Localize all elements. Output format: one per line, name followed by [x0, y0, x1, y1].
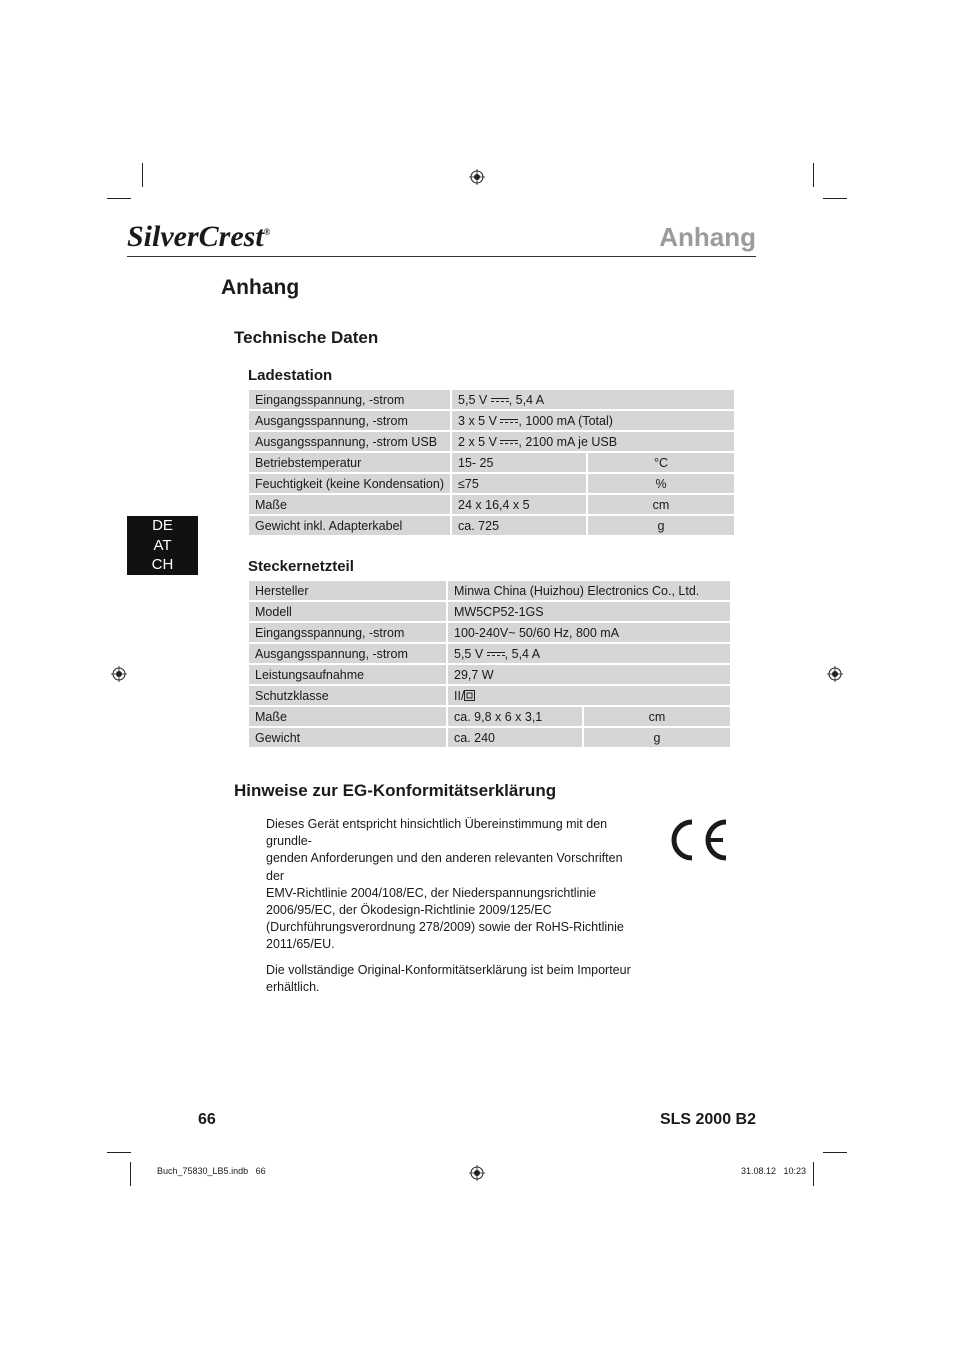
row-value: 15- 25 — [452, 453, 588, 472]
registration-mark-icon — [469, 1165, 485, 1181]
crop-mark — [142, 163, 143, 187]
ladestation-heading: Ladestation — [248, 367, 333, 384]
row-label: Maße — [249, 707, 448, 726]
row-value: 100-240V~ 50/60 Hz, 800 mA — [448, 623, 730, 642]
row-label: Ausgangsspannung, -strom USB — [249, 432, 452, 451]
crop-mark — [813, 163, 814, 187]
steckernetzteil-table — [249, 579, 730, 749]
row-value: ca. 9,8 x 6 x 3,1 — [448, 707, 584, 726]
row-unit: g — [588, 516, 734, 535]
language-at: AT — [153, 536, 172, 554]
dc-symbol-icon — [500, 439, 518, 446]
table-row — [249, 623, 730, 642]
conformity-paragraph-2: Die vollständige Original-Konformitätserklärung ist beim Importeur erhältlich. — [266, 962, 631, 994]
row-unit: % — [588, 474, 734, 493]
table-row — [249, 453, 734, 472]
crop-mark — [107, 198, 131, 199]
row-label: Eingangsspannung, -strom — [249, 623, 448, 642]
row-value: 24 x 16,4 x 5 — [452, 495, 588, 514]
table-row — [249, 474, 734, 493]
table-row — [249, 728, 730, 747]
row-value: 2 x 5 V , 2100 mA je USB — [452, 432, 734, 451]
row-value: II/ — [448, 686, 730, 705]
row-label: Modell — [249, 602, 448, 621]
table-row — [249, 644, 730, 663]
registration-mark-icon — [827, 666, 843, 682]
ladestation-table — [249, 388, 734, 537]
row-label: Feuchtigkeit (keine Kondensation) — [249, 474, 452, 493]
section-title: Anhang — [221, 276, 300, 299]
row-unit: g — [584, 728, 730, 747]
table-row — [249, 390, 734, 409]
row-label: Maße — [249, 495, 452, 514]
table-row — [249, 602, 730, 621]
print-file-info: Buch_75830_LB5.indb 66 — [157, 1166, 266, 1176]
ce-mark-icon — [668, 817, 730, 863]
conformity-paragraph-1: Dieses Gerät entspricht hinsichtlich Übereinstimmung mit den grundle- genden Anforderungen und den anderen relevanten Vorschriften der EMV-Richtlinie 2004/108/EC, der Niederspannungsrichtlinie 2006/95/EC, der Ökodesign-Richtlinie 2009/125/EC (Durchführungsverordnung 278/2009) sowie der RoHS-Richtlinie 2011/65/EU. — [266, 817, 624, 952]
language-de: DE — [152, 517, 173, 534]
row-label: Ausgangsspannung, -strom — [249, 644, 448, 663]
row-label: Betriebstemperatur — [249, 453, 452, 472]
table-row — [249, 411, 734, 430]
tech-data-heading: Technische Daten — [234, 328, 379, 347]
row-label: Gewicht inkl. Adapterkabel — [249, 516, 452, 535]
header-divider — [127, 256, 756, 257]
row-value: 5,5 V , 5,4 A — [452, 390, 734, 409]
crop-mark — [813, 1162, 814, 1186]
row-value: 5,5 V , 5,4 A — [448, 644, 730, 663]
table-row — [249, 495, 734, 514]
table-row — [249, 686, 730, 705]
print-date-info: 31.08.12 10:23 — [740, 1166, 806, 1176]
crop-mark — [823, 1152, 847, 1153]
table-row — [249, 665, 730, 684]
steckernetzteil-heading: Steckernetzteil — [248, 558, 354, 575]
header-title: Anhang — [659, 222, 756, 252]
row-label: Leistungsaufnahme — [249, 665, 448, 684]
language-tab — [127, 516, 198, 575]
language-ch: CH — [151, 556, 174, 573]
dc-symbol-icon — [487, 651, 505, 658]
crop-mark — [107, 1152, 131, 1153]
row-value: ca. 240 — [448, 728, 584, 747]
conformity-text — [266, 816, 644, 1004]
registration-mark-icon — [469, 169, 485, 185]
row-label: Ausgangsspannung, -strom — [249, 411, 452, 430]
row-unit: cm — [588, 495, 734, 514]
table-row — [249, 516, 734, 535]
conformity-heading: Hinweise zur EG-Konformitätserklärung — [234, 781, 557, 800]
row-value: 29,7 W — [448, 665, 730, 684]
double-insulation-icon — [464, 690, 475, 701]
model-number: SLS 2000 B2 — [659, 1111, 756, 1128]
row-value: MW5CP52-1GS — [448, 602, 730, 621]
row-label: Schutzklasse — [249, 686, 448, 705]
table-row — [249, 581, 730, 600]
row-label: Gewicht — [249, 728, 448, 747]
row-label: Hersteller — [249, 581, 448, 600]
row-label: Eingangsspannung, -strom — [249, 390, 452, 409]
dc-symbol-icon — [491, 397, 509, 404]
crop-mark — [823, 198, 847, 199]
registration-mark-icon — [111, 666, 127, 682]
row-value: 3 x 5 V , 1000 mA (Total) — [452, 411, 734, 430]
page-number: 66 — [198, 1111, 216, 1128]
row-unit: cm — [584, 707, 730, 726]
brand-logo: SilverCrest® — [127, 220, 271, 253]
table-row — [249, 707, 730, 726]
row-value: ≤75 — [452, 474, 588, 493]
dc-symbol-icon — [500, 418, 518, 425]
crop-mark — [130, 1162, 131, 1186]
row-value: ca. 725 — [452, 516, 588, 535]
table-row — [249, 432, 734, 451]
row-unit: °C — [588, 453, 734, 472]
row-value: Minwa China (Huizhou) Electronics Co., Ltd. — [448, 581, 730, 600]
